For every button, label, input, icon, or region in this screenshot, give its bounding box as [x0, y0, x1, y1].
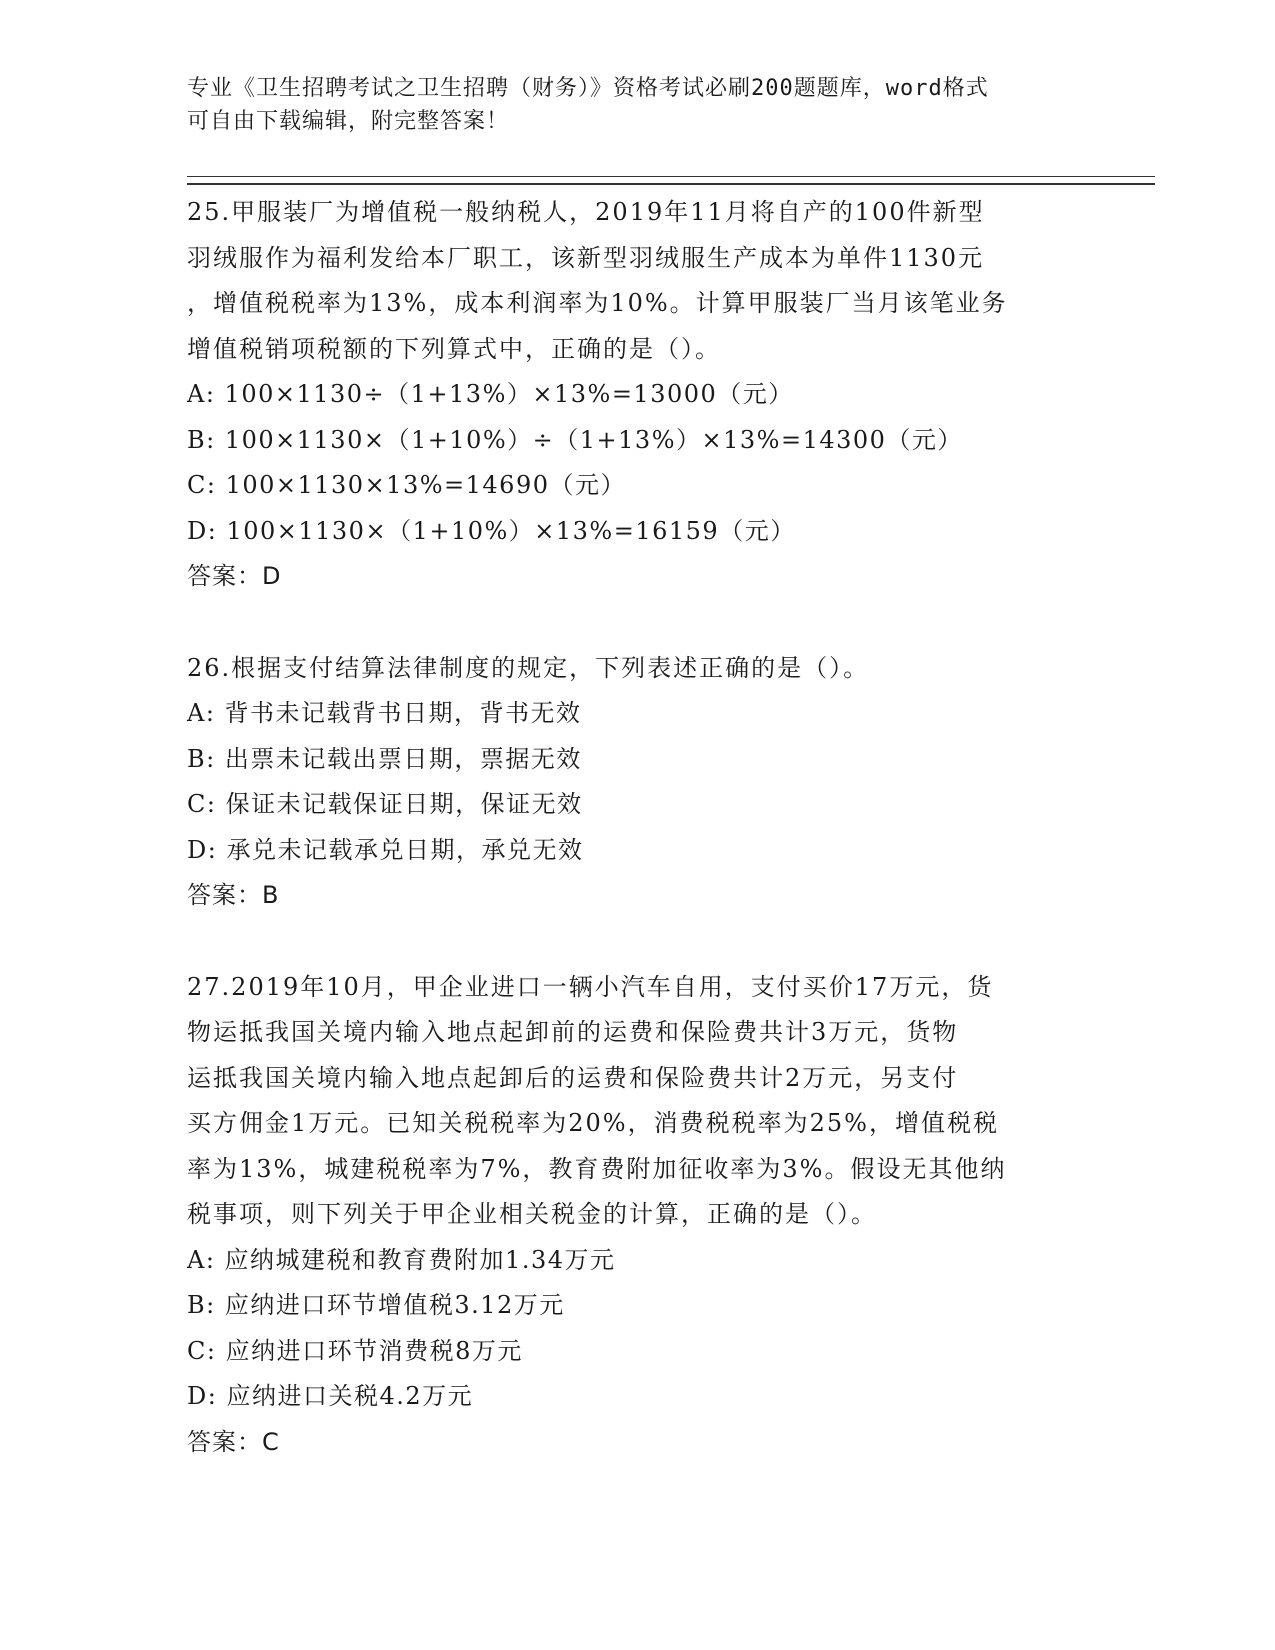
option-d: D: 承兑未记载承兑日期，承兑无效 — [187, 835, 584, 864]
page-header — [187, 72, 1087, 138]
option-d: D: 100×1130×（1+10%）×13%=16159（元） — [187, 516, 796, 545]
question-stem-line: 增值税销项税额的下列算式中，正确的是（）。 — [187, 334, 721, 363]
question-list — [187, 190, 1087, 1465]
question-25 — [187, 190, 1087, 600]
question-27 — [187, 965, 1087, 1466]
answer-line: 答案：B — [187, 881, 280, 909]
option-b: B: 出票未记载出票日期，票据无效 — [187, 744, 582, 773]
question-stem-line: 买方佣金1万元。已知关税税率为20%，消费税税率为25%，增值税税 — [187, 1109, 999, 1137]
question-stem-line: 运抵我国关境内输入地点起卸后的运费和保险费共计2万元，另支付 — [187, 1063, 959, 1092]
question-stem-line: 25.甲服装厂为增值税一般纳税人，2019年11月将自产的100件新型 — [187, 198, 985, 226]
question-stem-line: 物运抵我国关境内输入地点起卸前的运费和保险费共计3万元，货物 — [187, 1018, 959, 1046]
answer-line: 答案：D — [187, 562, 282, 590]
question-26 — [187, 646, 1087, 919]
question-stem-line: 率为13%，城建税税率为7%，教育费附加征收率为3%。假设无其他纳 — [187, 1154, 1007, 1183]
option-c: C: 保证未记载保证日期，保证无效 — [187, 790, 583, 818]
question-stem-line: 羽绒服作为福利发给本厂职工，该新型羽绒服生产成本为单件1130元 — [187, 243, 985, 272]
option-c: C: 应纳进口环节消费税8万元 — [187, 1336, 523, 1365]
option-d: D: 应纳进口关税4.2万元 — [187, 1382, 474, 1410]
option-a: A: 背书未记载背书日期，背书无效 — [187, 699, 582, 727]
question-stem-line: 26.根据支付结算法律制度的规定，下列表述正确的是（）。 — [187, 653, 870, 682]
option-b: B: 100×1130×（1+10%）÷（1+13%）×13%=14300（元） — [187, 425, 963, 454]
question-stem-line: ，增值税税率为13%，成本利润率为10%。计算甲服装厂当月该笔业务 — [187, 289, 1008, 317]
option-a: A: 100×1130÷（1+13%）×13%=13000（元） — [187, 380, 794, 408]
header-divider — [187, 176, 1155, 185]
option-c: C: 100×1130×13%=14690（元） — [187, 471, 626, 499]
question-stem-line: 税事项，则下列关于甲企业相关税金的计算，正确的是（）。 — [187, 1200, 877, 1228]
answer-line: 答案：C — [187, 1427, 280, 1456]
header-line-2: 可自由下载编辑，附完整答案！ — [187, 109, 510, 134]
option-a: A: 应纳城建税和教育费附加1.34万元 — [187, 1245, 616, 1274]
option-b: B: 应纳进口环节增值税3.12万元 — [187, 1291, 565, 1319]
question-spacer — [187, 919, 1087, 965]
question-spacer — [187, 600, 1087, 646]
question-stem-line: 27.2019年10月，甲企业进口一辆小汽车自用，支付买价17万元，货 — [187, 972, 994, 1001]
header-line-1: 专业《卫生招聘考试之卫生招聘（财务）》资格考试必刷200题题库，word格式 — [187, 76, 989, 101]
